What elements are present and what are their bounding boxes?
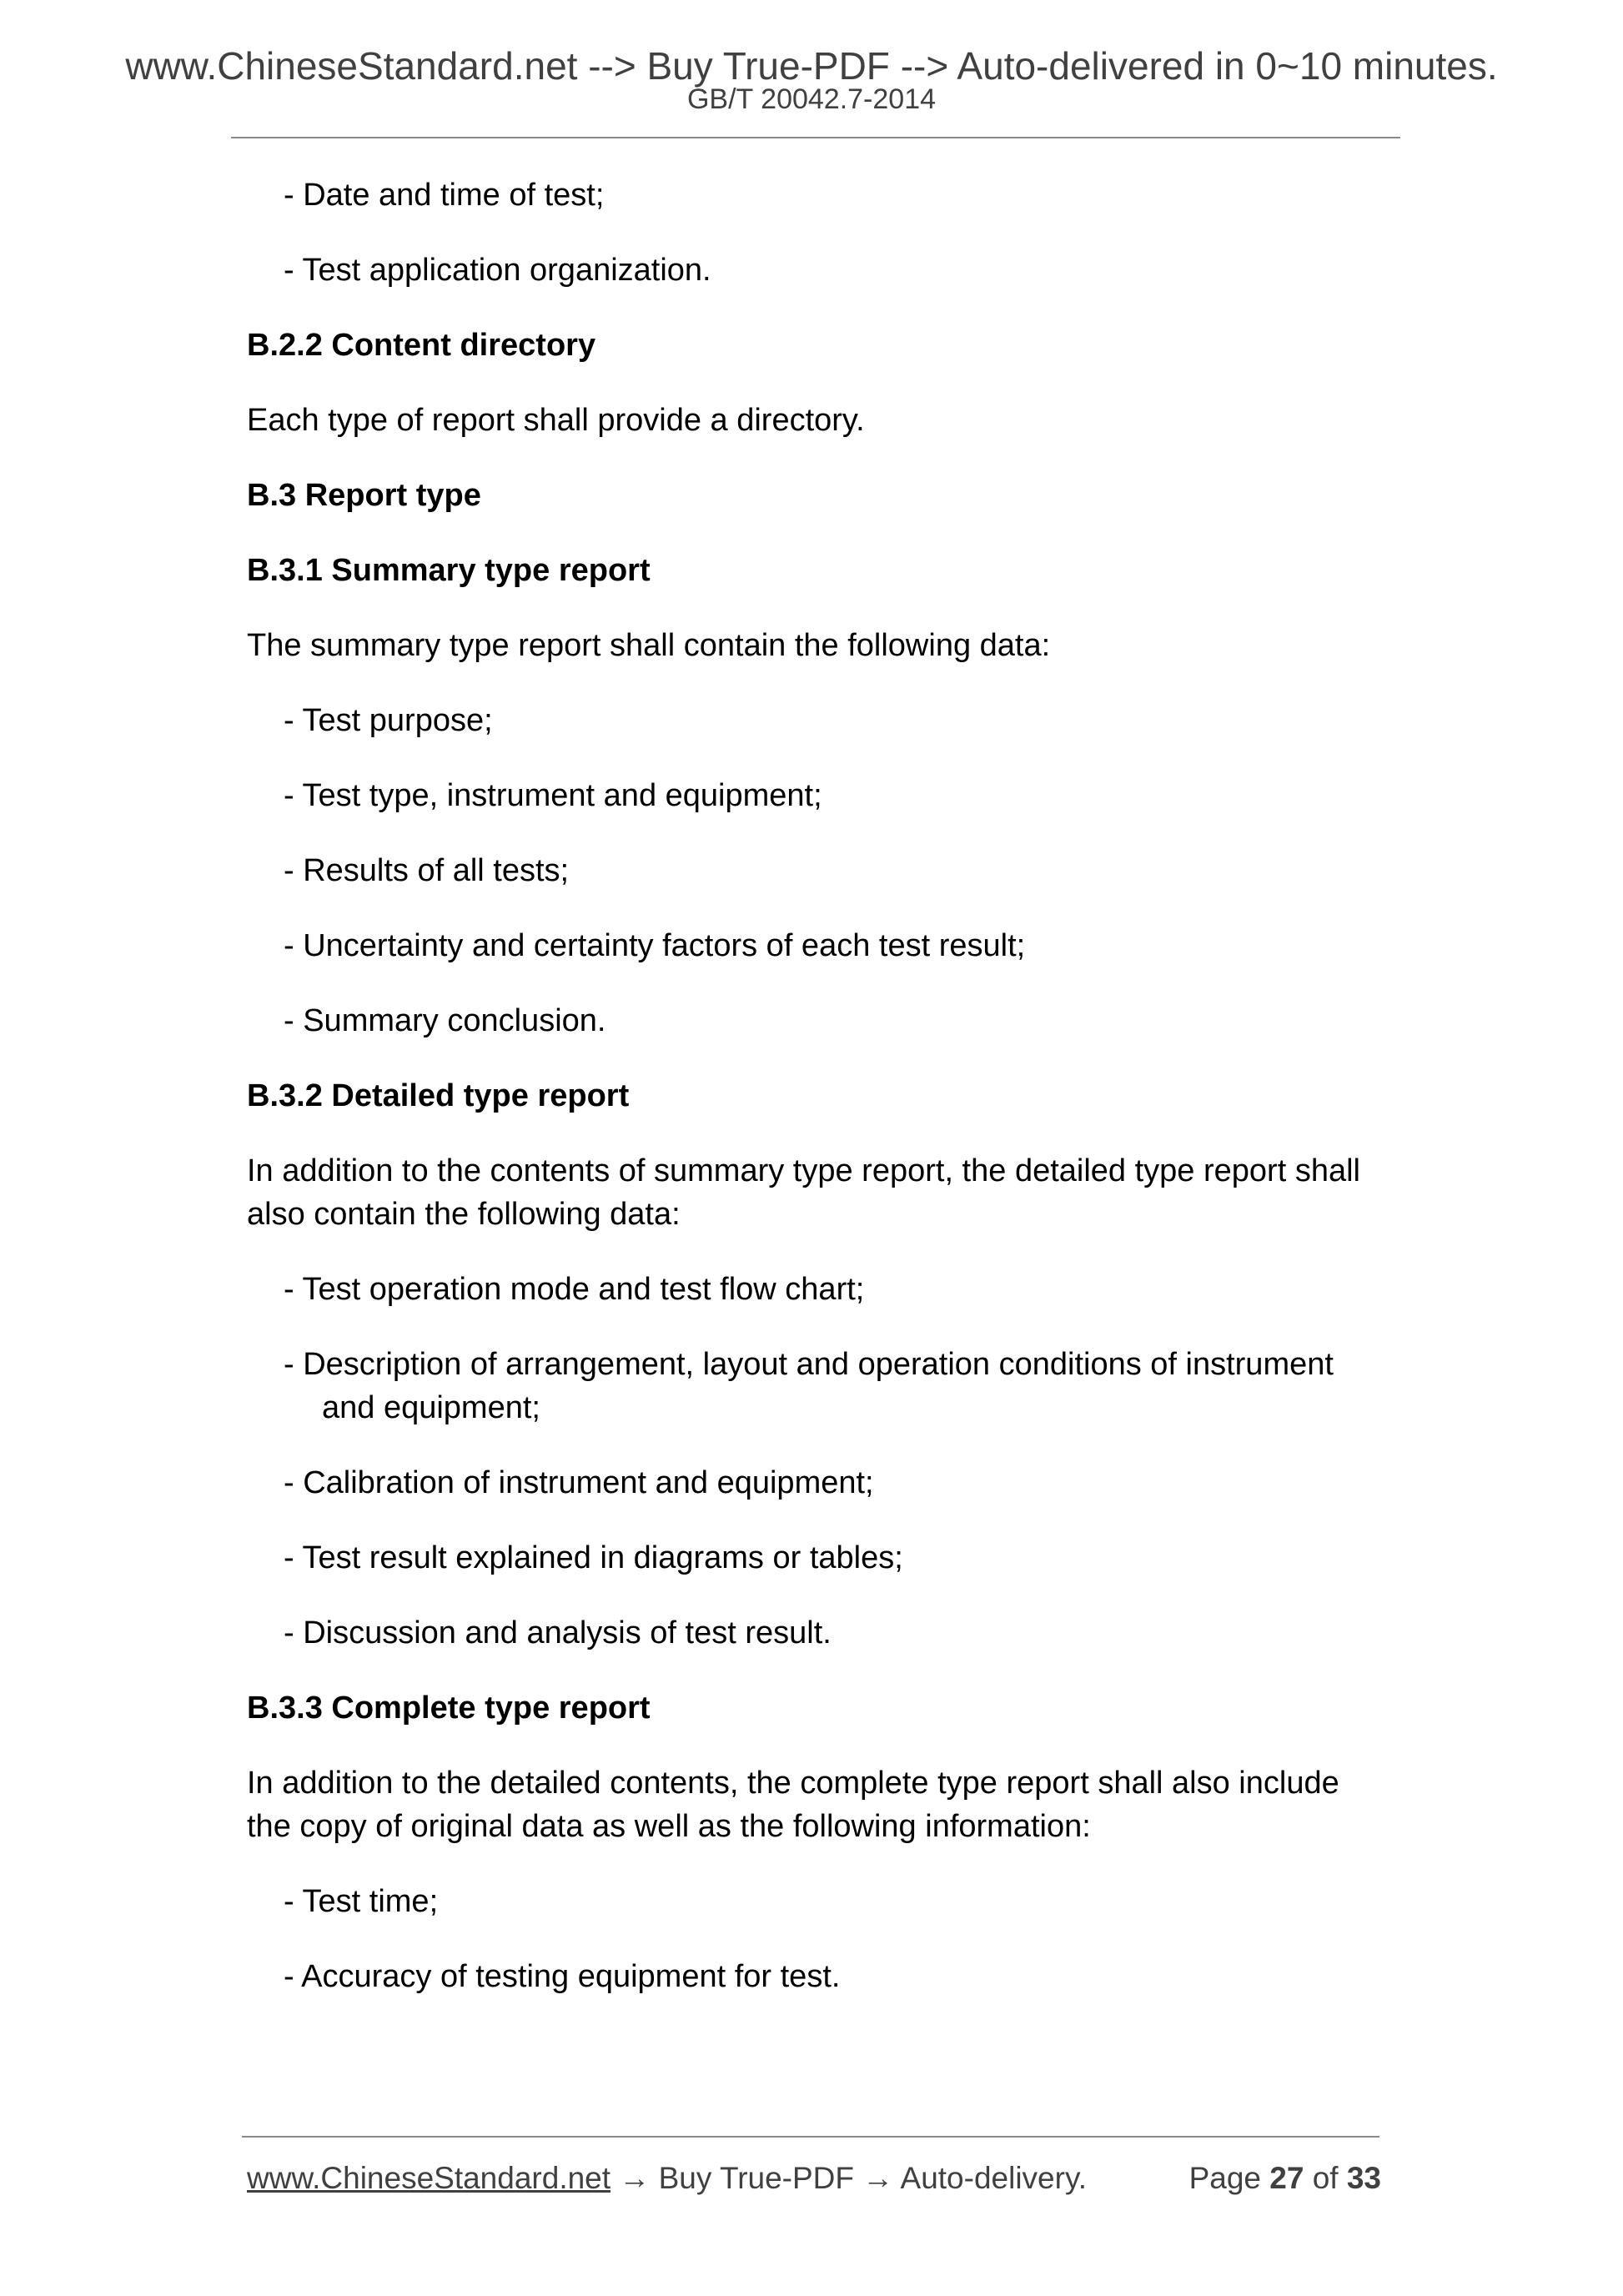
list-item: - Date and time of test; <box>284 178 605 213</box>
paragraph: The summary type report shall contain the following data: <box>247 628 1051 663</box>
list-item <box>247 1343 1398 1429</box>
paragraph: Each type of report shall provide a directory. <box>247 403 865 438</box>
footer-divider <box>242 2136 1379 2138</box>
list-item: - Calibration of instrument and equipment; <box>284 1465 874 1500</box>
header-divider <box>231 137 1400 138</box>
section-heading-b33: B.3.3 Complete type report <box>247 1691 651 1726</box>
page-number: 27 <box>1269 2161 1304 2195</box>
paragraph-line: In addition to the contents of summary type report, the detailed type report shall <box>247 1153 1360 1188</box>
section-heading-b31: B.3.1 Summary type report <box>247 553 651 588</box>
page-of-label: of <box>1312 2161 1339 2195</box>
section-heading-b22: B.2.2 Content directory <box>247 328 596 363</box>
list-item: - Test type, instrument and equipment; <box>284 778 822 813</box>
paragraph <box>247 1149 1398 1236</box>
section-heading-b3: B.3 Report type <box>247 478 481 513</box>
list-item-line: and equipment; <box>322 1390 540 1425</box>
paragraph <box>247 1761 1398 1848</box>
paragraph-line: the copy of original data as well as the following information: <box>247 1809 1091 1844</box>
footer <box>247 2160 1381 2197</box>
paragraph-line: also contain the following data: <box>247 1197 681 1232</box>
section-heading-b32: B.3.2 Detailed type report <box>247 1078 630 1113</box>
page-label: Page <box>1188 2161 1261 2195</box>
list-item: - Test application organization. <box>284 253 711 288</box>
list-item-line: - Description of arrangement, layout and operation conditions of instrument <box>284 1347 1334 1382</box>
list-item: - Uncertainty and certainty factors of each test result; <box>284 928 1026 963</box>
list-item: - Test purpose; <box>284 703 493 738</box>
footer-link[interactable]: www.ChineseStandard.net <box>247 2161 611 2195</box>
list-item: - Discussion and analysis of test result. <box>284 1615 832 1650</box>
list-item: - Test operation mode and test flow chart; <box>284 1272 865 1307</box>
list-item: - Accuracy of testing equipment for test. <box>284 1959 841 1994</box>
footer-tagline: → Buy True-PDF → Auto-delivery. <box>611 2161 1087 2195</box>
page-content <box>247 173 1398 2030</box>
list-item: - Summary conclusion. <box>284 1003 606 1038</box>
list-item: - Test result explained in diagrams or tables; <box>284 1540 903 1575</box>
list-item: - Test time; <box>284 1884 439 1919</box>
paragraph-line: In addition to the detailed contents, the complete type report shall also include <box>247 1766 1339 1801</box>
list-item: - Results of all tests; <box>284 853 570 888</box>
page-indicator <box>1189 2160 1381 2197</box>
document-id: GB/T 20042.7-2014 <box>686 83 937 115</box>
page-total: 33 <box>1346 2161 1381 2195</box>
header-banner: www.ChineseStandard.net --> Buy True-PDF --> Auto-delivered in 0~10 minutes. <box>125 44 1498 88</box>
